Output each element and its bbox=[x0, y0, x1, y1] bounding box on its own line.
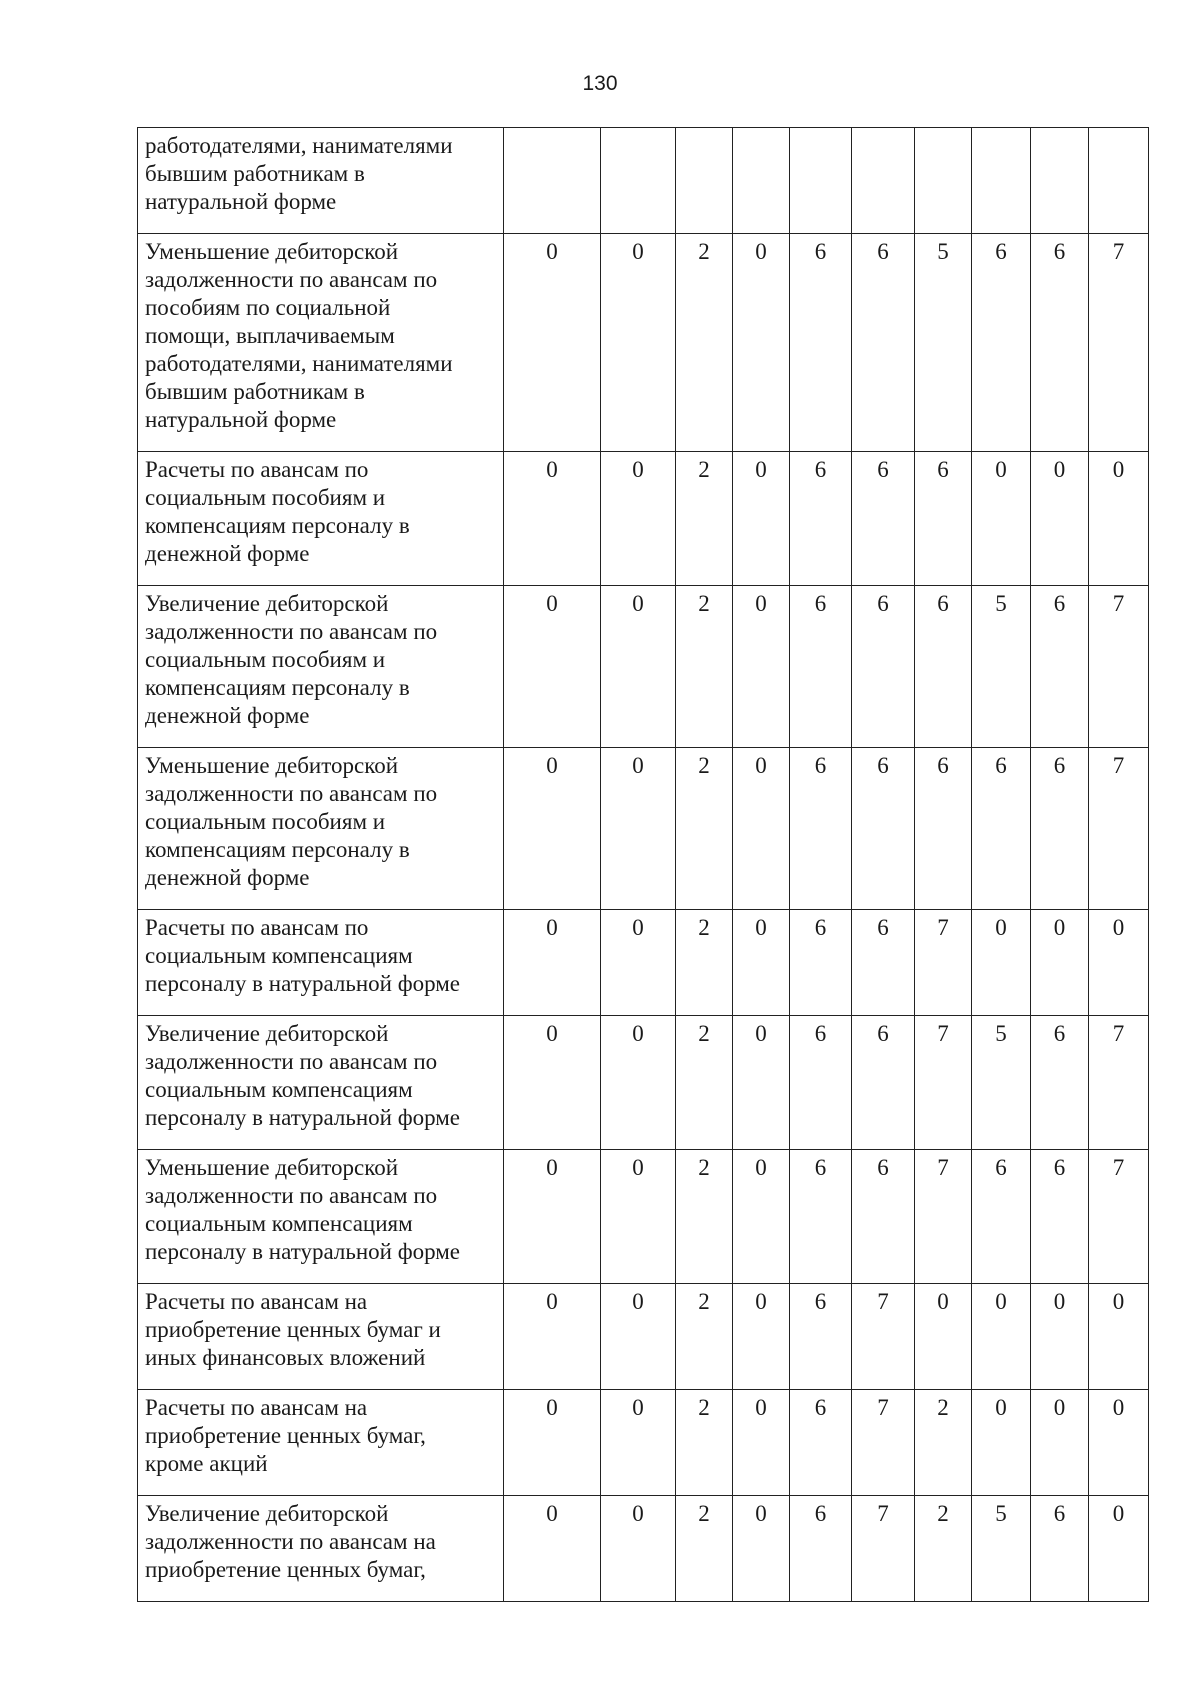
code-digit-cell: 0 bbox=[504, 1390, 601, 1496]
code-digit-cell: 6 bbox=[790, 910, 852, 1016]
code-digit-cell: 0 bbox=[601, 1016, 676, 1150]
code-digit-cell: 0 bbox=[504, 1016, 601, 1150]
code-digit-cell bbox=[1031, 128, 1089, 234]
code-digit-cell: 0 bbox=[1089, 1390, 1149, 1496]
code-digit-cell: 0 bbox=[1089, 1284, 1149, 1390]
description-line: Уменьшение дебиторской bbox=[145, 1155, 399, 1180]
code-digit-cell: 0 bbox=[601, 1150, 676, 1284]
code-digit-cell: 0 bbox=[1031, 1390, 1089, 1496]
description-line: задолженности по авансам по bbox=[145, 781, 438, 806]
code-digit-cell: 0 bbox=[1089, 452, 1149, 586]
code-digit-cell: 0 bbox=[972, 910, 1031, 1016]
code-digit-cell: 6 bbox=[790, 1390, 852, 1496]
code-digit-cell bbox=[733, 128, 790, 234]
code-digit-cell: 2 bbox=[676, 1496, 733, 1602]
code-digit-cell: 0 bbox=[733, 1390, 790, 1496]
description-line: Увеличение дебиторской bbox=[145, 1021, 389, 1046]
code-digit-cell: 2 bbox=[915, 1390, 972, 1496]
code-digit-cell: 7 bbox=[1089, 586, 1149, 748]
code-digit-cell: 5 bbox=[972, 586, 1031, 748]
code-digit-cell bbox=[852, 128, 915, 234]
code-digit-cell: 0 bbox=[504, 910, 601, 1016]
code-digit-cell: 6 bbox=[915, 586, 972, 748]
code-digit-cell: 6 bbox=[1031, 1016, 1089, 1150]
code-digit-cell: 5 bbox=[972, 1016, 1031, 1150]
code-digit-cell: 2 bbox=[915, 1496, 972, 1602]
code-digit-cell: 0 bbox=[733, 1150, 790, 1284]
description-line: денежной форме bbox=[145, 703, 310, 728]
code-digit-cell: 0 bbox=[504, 234, 601, 452]
row-description-cell bbox=[138, 452, 504, 586]
code-digit-cell: 0 bbox=[733, 452, 790, 586]
description-line: компенсациям персоналу в bbox=[145, 513, 410, 538]
row-description-cell bbox=[138, 234, 504, 452]
description-line: Уменьшение дебиторской bbox=[145, 239, 399, 264]
table-row bbox=[138, 1496, 1149, 1602]
code-digit-cell: 6 bbox=[1031, 586, 1089, 748]
row-description-cell bbox=[138, 1016, 504, 1150]
description-line: работодателями, нанимателями bbox=[145, 133, 453, 158]
description-line: бывшим работникам в bbox=[145, 161, 365, 186]
code-digit-cell: 0 bbox=[733, 1284, 790, 1390]
description-line: компенсациям персоналу в bbox=[145, 675, 410, 700]
code-digit-cell: 6 bbox=[790, 1016, 852, 1150]
description-line: Увеличение дебиторской bbox=[145, 591, 389, 616]
code-digit-cell bbox=[676, 128, 733, 234]
code-digit-cell: 0 bbox=[601, 234, 676, 452]
description-line: приобретение ценных бумаг и bbox=[145, 1317, 441, 1342]
row-description-cell bbox=[138, 1390, 504, 1496]
code-digit-cell: 6 bbox=[790, 452, 852, 586]
code-digit-cell: 0 bbox=[601, 586, 676, 748]
code-digit-cell: 7 bbox=[915, 1016, 972, 1150]
code-digit-cell: 6 bbox=[915, 748, 972, 910]
code-digit-cell: 2 bbox=[676, 748, 733, 910]
code-digit-cell: 7 bbox=[1089, 1016, 1149, 1150]
code-digit-cell: 6 bbox=[790, 1284, 852, 1390]
description-line: кроме акций bbox=[145, 1451, 268, 1476]
code-digit-cell: 6 bbox=[852, 910, 915, 1016]
code-digit-cell: 7 bbox=[915, 910, 972, 1016]
table-row bbox=[138, 910, 1149, 1016]
description-line: Расчеты по авансам на bbox=[145, 1395, 368, 1420]
page-number: 130 bbox=[582, 72, 618, 95]
row-description-cell bbox=[138, 748, 504, 910]
row-description-cell bbox=[138, 1284, 504, 1390]
code-digit-cell bbox=[972, 128, 1031, 234]
code-digit-cell: 0 bbox=[972, 1390, 1031, 1496]
code-digit-cell bbox=[915, 128, 972, 234]
code-digit-cell: 2 bbox=[676, 452, 733, 586]
table-row bbox=[138, 128, 1149, 234]
description-line: персоналу в натуральной форме bbox=[145, 971, 461, 996]
code-digit-cell: 2 bbox=[676, 1390, 733, 1496]
row-description-cell bbox=[138, 586, 504, 748]
code-digit-cell: 7 bbox=[852, 1496, 915, 1602]
code-digit-cell: 0 bbox=[601, 1284, 676, 1390]
description-line: Уменьшение дебиторской bbox=[145, 753, 399, 778]
table-body bbox=[138, 128, 1149, 1602]
code-digit-cell: 6 bbox=[1031, 1496, 1089, 1602]
table-row bbox=[138, 1150, 1149, 1284]
description-line: иных финансовых вложений bbox=[145, 1345, 426, 1370]
table-row bbox=[138, 234, 1149, 452]
code-digit-cell: 6 bbox=[1031, 1150, 1089, 1284]
description-line: пособиям по социальной bbox=[145, 295, 391, 320]
code-digit-cell: 0 bbox=[972, 1284, 1031, 1390]
code-digit-cell: 2 bbox=[676, 1284, 733, 1390]
table-row bbox=[138, 1284, 1149, 1390]
table-row bbox=[138, 1390, 1149, 1496]
description-line: помощи, выплачиваемым bbox=[145, 323, 395, 348]
description-line: натуральной форме bbox=[145, 189, 337, 214]
code-digit-cell: 7 bbox=[852, 1390, 915, 1496]
description-line: персоналу в натуральной форме bbox=[145, 1105, 461, 1130]
description-line: Расчеты по авансам по bbox=[145, 457, 369, 482]
code-digit-cell: 6 bbox=[972, 234, 1031, 452]
row-description-cell bbox=[138, 910, 504, 1016]
description-line: задолженности по авансам на bbox=[145, 1529, 436, 1554]
code-digit-cell: 7 bbox=[852, 1284, 915, 1390]
description-line: социальным компенсациям bbox=[145, 1077, 413, 1102]
code-digit-cell: 0 bbox=[504, 586, 601, 748]
description-line: натуральной форме bbox=[145, 407, 337, 432]
code-digit-cell: 6 bbox=[852, 748, 915, 910]
code-digit-cell: 2 bbox=[676, 910, 733, 1016]
code-digit-cell: 7 bbox=[915, 1150, 972, 1284]
code-digit-cell: 6 bbox=[852, 1016, 915, 1150]
code-digit-cell: 0 bbox=[972, 452, 1031, 586]
code-digit-cell: 0 bbox=[1031, 452, 1089, 586]
description-line: работодателями, нанимателями bbox=[145, 351, 453, 376]
code-digit-cell: 0 bbox=[504, 1496, 601, 1602]
code-digit-cell: 0 bbox=[1031, 910, 1089, 1016]
row-description-cell bbox=[138, 1496, 504, 1602]
table-row bbox=[138, 586, 1149, 748]
code-digit-cell: 7 bbox=[1089, 234, 1149, 452]
code-digit-cell: 6 bbox=[790, 1496, 852, 1602]
code-digit-cell: 0 bbox=[504, 452, 601, 586]
code-digit-cell: 2 bbox=[676, 1150, 733, 1284]
code-digit-cell bbox=[504, 128, 601, 234]
description-line: бывшим работникам в bbox=[145, 379, 365, 404]
code-digit-cell: 0 bbox=[504, 1150, 601, 1284]
description-line: задолженности по авансам по bbox=[145, 619, 438, 644]
description-line: персоналу в натуральной форме bbox=[145, 1239, 461, 1264]
code-digit-cell bbox=[1089, 128, 1149, 234]
description-line: задолженности по авансам по bbox=[145, 267, 438, 292]
code-digit-cell: 0 bbox=[601, 1496, 676, 1602]
code-digit-cell: 0 bbox=[733, 234, 790, 452]
table-row bbox=[138, 452, 1149, 586]
code-digit-cell: 6 bbox=[1031, 234, 1089, 452]
description-line: социальным пособиям и bbox=[145, 809, 386, 834]
code-digit-cell: 6 bbox=[790, 748, 852, 910]
code-digit-cell: 5 bbox=[972, 1496, 1031, 1602]
description-line: задолженности по авансам по bbox=[145, 1049, 438, 1074]
code-digit-cell: 0 bbox=[733, 1496, 790, 1602]
description-line: задолженности по авансам по bbox=[145, 1183, 438, 1208]
description-line: Увеличение дебиторской bbox=[145, 1501, 389, 1526]
description-line: социальным пособиям и bbox=[145, 485, 386, 510]
code-digit-cell: 6 bbox=[972, 1150, 1031, 1284]
code-digit-cell bbox=[790, 128, 852, 234]
code-digit-cell: 0 bbox=[601, 452, 676, 586]
code-digit-cell: 6 bbox=[1031, 748, 1089, 910]
code-digit-cell: 6 bbox=[790, 586, 852, 748]
code-digit-cell: 7 bbox=[1089, 1150, 1149, 1284]
description-line: денежной форме bbox=[145, 541, 310, 566]
code-digit-cell: 6 bbox=[852, 586, 915, 748]
code-digit-cell: 0 bbox=[733, 586, 790, 748]
code-digit-cell: 0 bbox=[504, 1284, 601, 1390]
code-digit-cell: 0 bbox=[601, 910, 676, 1016]
description-line: социальным пособиям и bbox=[145, 647, 386, 672]
code-digit-cell: 6 bbox=[790, 234, 852, 452]
code-digit-cell: 6 bbox=[915, 452, 972, 586]
description-line: приобретение ценных бумаг, bbox=[145, 1557, 426, 1582]
table-row bbox=[138, 1016, 1149, 1150]
code-digit-cell: 6 bbox=[852, 1150, 915, 1284]
code-digit-cell: 0 bbox=[504, 748, 601, 910]
description-line: социальным компенсациям bbox=[145, 1211, 413, 1236]
description-line: Расчеты по авансам на bbox=[145, 1289, 368, 1314]
code-digit-cell: 6 bbox=[790, 1150, 852, 1284]
code-digit-cell: 0 bbox=[733, 748, 790, 910]
code-digit-cell: 0 bbox=[1089, 910, 1149, 1016]
code-digit-cell: 0 bbox=[915, 1284, 972, 1390]
code-digit-cell: 0 bbox=[1031, 1284, 1089, 1390]
code-digit-cell: 2 bbox=[676, 586, 733, 748]
description-line: Расчеты по авансам по bbox=[145, 915, 369, 940]
code-digit-cell: 6 bbox=[852, 234, 915, 452]
row-description-cell bbox=[138, 1150, 504, 1284]
description-line: социальным компенсациям bbox=[145, 943, 413, 968]
description-line: компенсациям персоналу в bbox=[145, 837, 410, 862]
code-digit-cell: 6 bbox=[852, 452, 915, 586]
table-row bbox=[138, 748, 1149, 910]
code-digit-cell: 7 bbox=[1089, 748, 1149, 910]
code-digit-cell: 6 bbox=[972, 748, 1031, 910]
code-digit-cell: 0 bbox=[733, 1016, 790, 1150]
row-description-cell bbox=[138, 128, 504, 234]
code-digit-cell bbox=[601, 128, 676, 234]
code-digit-cell: 0 bbox=[601, 1390, 676, 1496]
code-digit-cell: 0 bbox=[1089, 1496, 1149, 1602]
account-codes-table bbox=[137, 127, 1149, 1602]
code-digit-cell: 5 bbox=[915, 234, 972, 452]
code-digit-cell: 0 bbox=[601, 748, 676, 910]
description-line: приобретение ценных бумаг, bbox=[145, 1423, 426, 1448]
code-digit-cell: 2 bbox=[676, 234, 733, 452]
code-digit-cell: 0 bbox=[733, 910, 790, 1016]
code-digit-cell: 2 bbox=[676, 1016, 733, 1150]
description-line: денежной форме bbox=[145, 865, 310, 890]
